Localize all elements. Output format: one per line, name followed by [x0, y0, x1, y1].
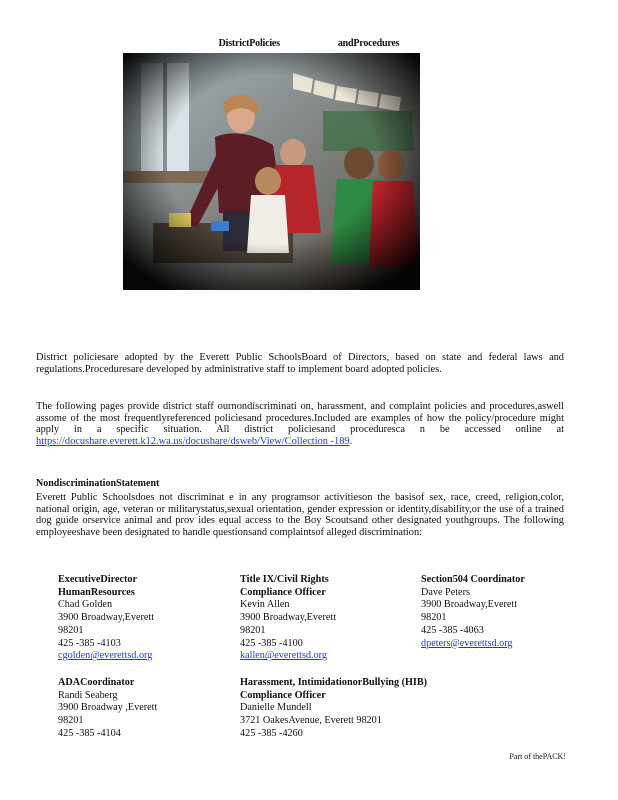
contact-title: Harassment, IntimidationorBullying (HIB) — [240, 677, 428, 688]
contact-address: 3721 OakesAvenue, Everett 98201 — [240, 715, 382, 727]
contact-title-line2: Compliance Officer — [240, 586, 326, 598]
contact-address: 3900 Broadway,Everett — [240, 612, 337, 624]
contact-phone: 425 -385 -4103 — [58, 637, 121, 649]
intro-paragraph-1: District policiesare adopted by the Everett Public SchoolsBoard of Directors, based on state and federal laws and regulations.Proceduresare developed by administrative staff to implement board adopted policies. — [36, 352, 564, 375]
contact-zip: 98201 — [421, 612, 447, 624]
contact-title: Title IX/Civil Rights — [240, 574, 329, 585]
contact-zip: 98201 — [240, 624, 266, 636]
contact-email-link[interactable]: cgolden@everettsd.org — [58, 650, 153, 662]
contact-card — [58, 677, 238, 741]
contact-name: Kevin Allen — [240, 599, 290, 611]
contact-title-line2: HumanResources — [58, 586, 135, 598]
intro-paragraph-2-text: The following pages provide district staff ournondiscriminati on, harassment, and complaint policies and procedures,aswell assome of the most frequentlyreferenced policiesand procedures.Included are examples of how the policy/procedure might apply in a specific situation. All district policiesand proceduresca n be accessed online at — [36, 401, 564, 436]
contact-card — [240, 574, 420, 663]
intro-paragraph-2 — [36, 401, 564, 447]
page-title-part1: DistrictPolicies — [218, 38, 280, 49]
contact-zip: 98201 — [58, 715, 84, 727]
contact-title: Section504 Coordinator — [421, 574, 525, 585]
contact-title: ExecutiveDirector — [58, 574, 138, 585]
contact-phone: 425 -385 -4104 — [58, 727, 121, 739]
contact-phone: 425 -385 -4260 — [240, 727, 303, 739]
contact-card — [421, 574, 601, 650]
contact-name: Danielle Mundell — [240, 702, 312, 714]
contact-name: Randi Seaberg — [58, 689, 118, 701]
intro-link-period: . — [349, 435, 353, 447]
contact-phone: 425 -385 -4063 — [421, 624, 484, 636]
contact-title: ADACoordinator — [58, 677, 135, 688]
page-title — [0, 38, 618, 49]
nondiscrimination-heading: NondiscriminationStatement — [36, 478, 160, 489]
policies-collection-link[interactable]: https://docushare.everett.k12.wa.us/docushare/dsweb/View/Collection -189 — [36, 435, 350, 447]
page-title-part2: andProcedures — [337, 38, 400, 49]
contact-card — [58, 574, 238, 663]
contact-address: 3900 Broadway ,Everett — [58, 702, 158, 714]
contact-email-link[interactable]: dpeters@everettsd.org — [421, 637, 513, 649]
footer-tagline: Part of thePACK! — [509, 752, 566, 761]
contact-name: Dave Peters — [421, 586, 470, 598]
classroom-photo-illustration — [123, 53, 420, 290]
classroom-photo — [123, 53, 420, 290]
contact-address: 3900 Broadway,Everett — [58, 612, 155, 624]
contact-phone: 425 -385 -4100 — [240, 637, 303, 649]
contact-title-line2: Compliance Officer — [240, 689, 326, 701]
contact-zip: 98201 — [58, 624, 84, 636]
contact-email-link[interactable]: kallen@everettsd.org — [240, 650, 327, 662]
contact-name: Chad Golden — [58, 599, 113, 611]
nondiscrimination-statement: Everett Public Schoolsdoes not discriminat e in any programsor activitieson the basisof sex, race, creed, religion,color, national origin, age, veteran or militarystatus,sexual orientation, gender expression or identity,disability,or the use of a trained dog guide orservice animal and prov ides equal access to the Boy Scoutsand other designated youthgroups. The following employeeshave been designated to handle questionsand complaintsof alleged discrimination: — [36, 492, 564, 538]
contact-card — [240, 677, 500, 741]
contact-address: 3900 Broadway,Everett — [421, 599, 518, 611]
